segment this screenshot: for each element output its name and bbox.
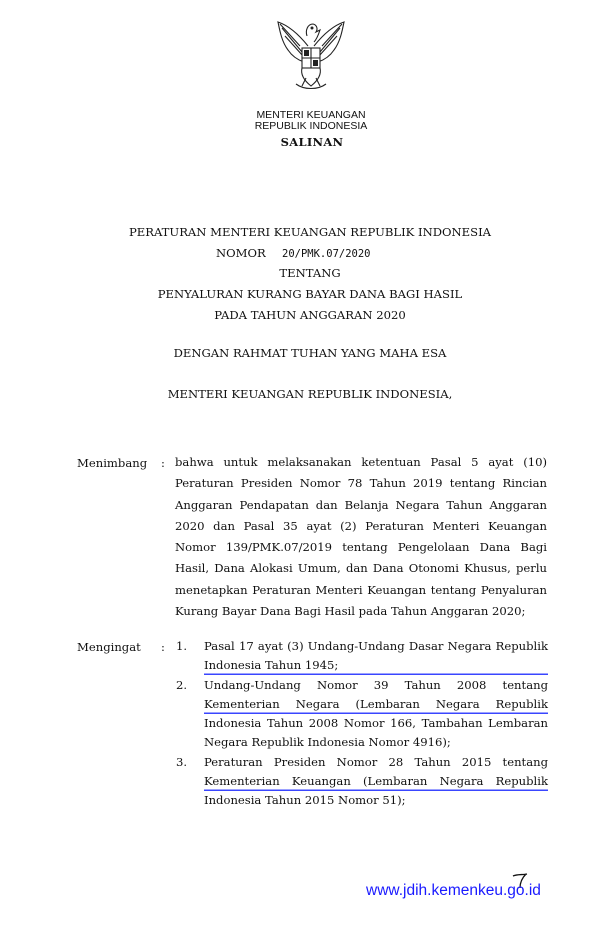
mengingat-colon: : [161,640,165,654]
text-line: Peraturan Presiden Nomor 28 Tahun 2015 tentang [204,755,548,769]
mengingat-list [174,637,548,810]
item-number: 2. [176,678,188,692]
text-line: Anggaran Pendapatan dan Belanja Negara Tahun Anggaran [175,497,547,512]
text-line: Indonesia Tahun 2015 Nomor 51); [204,793,406,807]
text-line: Indonesia Tahun 2008 Nomor 166, Tambahan Lembaran [204,716,548,730]
text-line: bahwa untuk melaksanakan ketentuan Pasal 5 ayat (10) [175,455,547,469]
garuda-emblem-icon [272,16,350,98]
law-link[interactable]: Indonesia Tahun 1945; [204,656,548,675]
nomor-label: NOMOR [216,246,266,260]
item-number: 3. [176,755,188,769]
nomor-value: 20/PMK.07/2020 [282,248,371,260]
regulation-title: PERATURAN MENTERI KEUANGAN REPUBLIK INDONESIA [128,225,492,239]
list-item [174,753,548,810]
menimbang-colon: : [161,456,165,470]
text-line: Hasil, Dana Alokasi Umum, dan Dana Otonomi Khusus, perlu [175,561,547,576]
menimbang-label: Menimbang [77,456,148,470]
text-line: Pasal 17 ayat (3) Undang-Undang Dasar Negara Republik [204,639,548,653]
text-line: Nomor 139/PMK.07/2019 tentang Pengelolaan Dana Bagi [175,540,547,555]
subject-line2: PADA TAHUN ANGGARAN 2020 [214,308,406,322]
menimbang-text [175,452,547,622]
jdih-website-link[interactable]: www.jdih.kemenkeu.go.id [366,882,541,899]
law-link[interactable]: Kementerian Keuangan (Lembaran Negara Republik [204,772,548,791]
text-line: Negara Republik Indonesia Nomor 4916); [204,735,451,749]
text-line: Undang-Undang Nomor 39 Tahun 2008 tentang [204,678,548,692]
item-number: 1. [176,639,188,653]
text-line: menetapkan Peraturan Menteri Keuangan tentang Penyaluran [175,582,547,597]
invocation: DENGAN RAHMAT TUHAN YANG MAHA ESA [173,346,447,360]
tentang-heading: TENTANG [279,266,341,280]
salinan-stamp: SALINAN [280,135,344,149]
list-item [174,637,548,675]
org-name-line2: REPUBLIK INDONESIA [254,120,368,132]
text-line: Peraturan Presiden Nomor 78 Tahun 2019 tentang Rincian [175,476,547,491]
mengingat-label: Mengingat [77,640,141,654]
issuer: MENTERI KEUANGAN REPUBLIK INDONESIA, [167,387,453,401]
subject-line1: PENYALURAN KURANG BAYAR DANA BAGI HASIL [157,287,463,301]
list-item [174,676,548,752]
text-line: Kurang Bayar Dana Bagi Hasil pada Tahun Anggaran 2020; [175,604,526,619]
law-link[interactable]: Kementerian Negara (Lembaran Negara Republik [204,695,548,714]
text-line: 2020 dan Pasal 35 ayat (2) Peraturan Menteri Keuangan [175,518,547,533]
org-name-line1: MENTERI KEUANGAN [256,109,366,121]
